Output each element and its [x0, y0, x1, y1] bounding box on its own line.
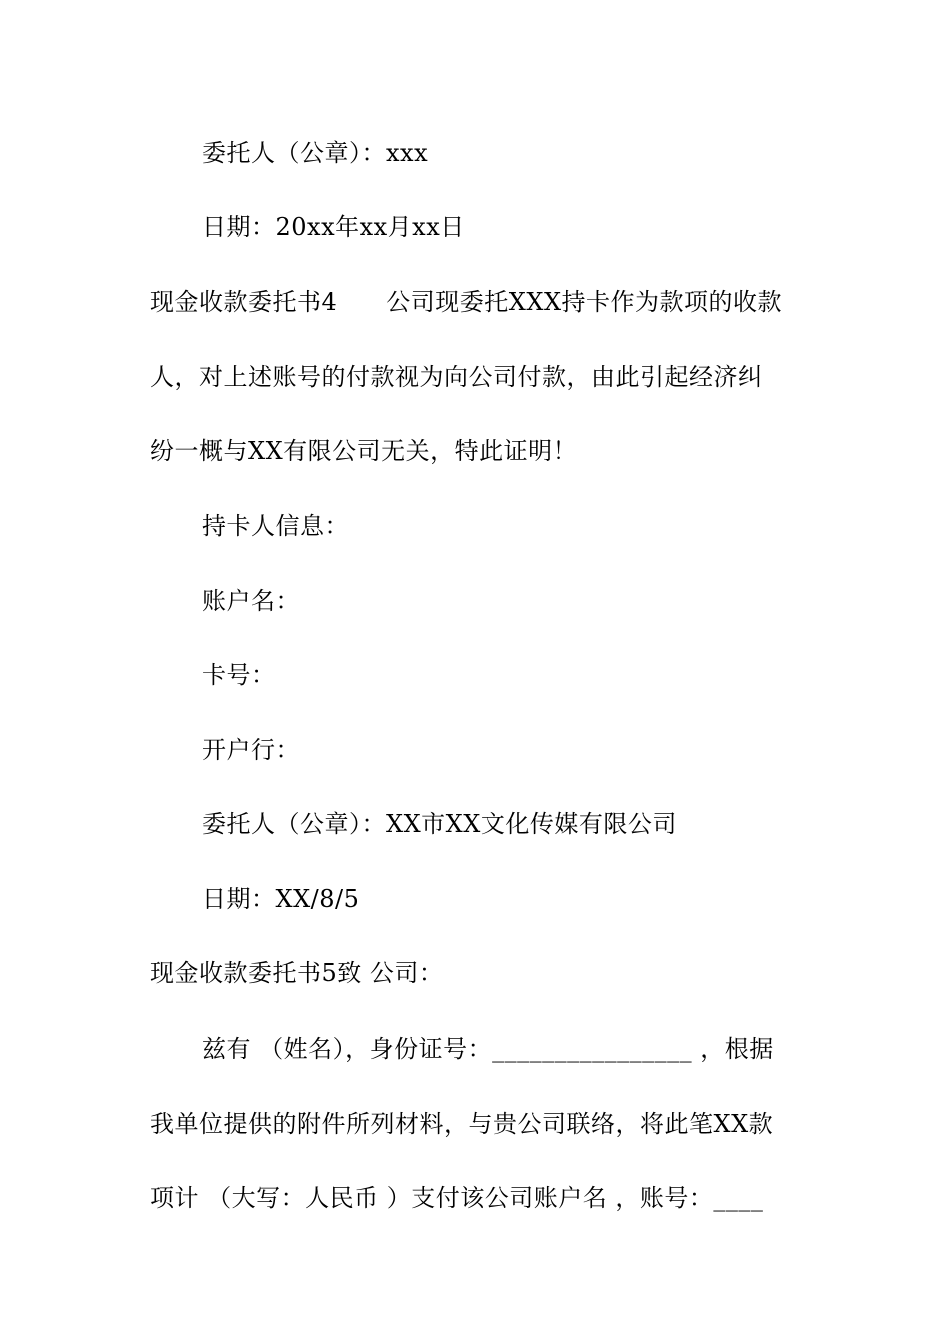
paragraph-line: 项计 （大写：人民币 ）支付该公司账户名 ，账号：____ — [150, 1184, 764, 1212]
date-line-2: 日期：XX/8/5 — [202, 885, 360, 913]
cardholder-info-label: 持卡人信息： — [202, 512, 349, 540]
bank-branch-label: 开户行： — [202, 736, 300, 764]
section-4-title-paragraph: 现金收款委托书4 公司现委托XXX持卡作为款项的收款 — [150, 288, 783, 316]
section-5-title: 现金收款委托书5致 公司： — [150, 959, 444, 987]
date-line-1: 日期：20xx年xx月xx日 — [202, 213, 465, 241]
paragraph-line: 人，对上述账号的付款视为向公司付款，由此引起经济纠 — [150, 363, 763, 391]
paragraph-line: 纷一概与XX有限公司无关，特此证明！ — [150, 437, 578, 465]
card-number-label: 卡号： — [202, 661, 276, 689]
entrustor-seal-line-1: 委托人（公章）：xxx — [202, 139, 429, 167]
account-name-label: 账户名： — [202, 587, 300, 615]
paragraph-line: 我单位提供的附件所列材料，与贵公司联络，将此笔XX款 — [150, 1110, 774, 1138]
paragraph-line: 兹有 （姓名），身份证号：________________ ，根据 — [202, 1035, 774, 1063]
entrustor-seal-line-2: 委托人（公章）：XX市XX文化传媒有限公司 — [202, 810, 677, 838]
